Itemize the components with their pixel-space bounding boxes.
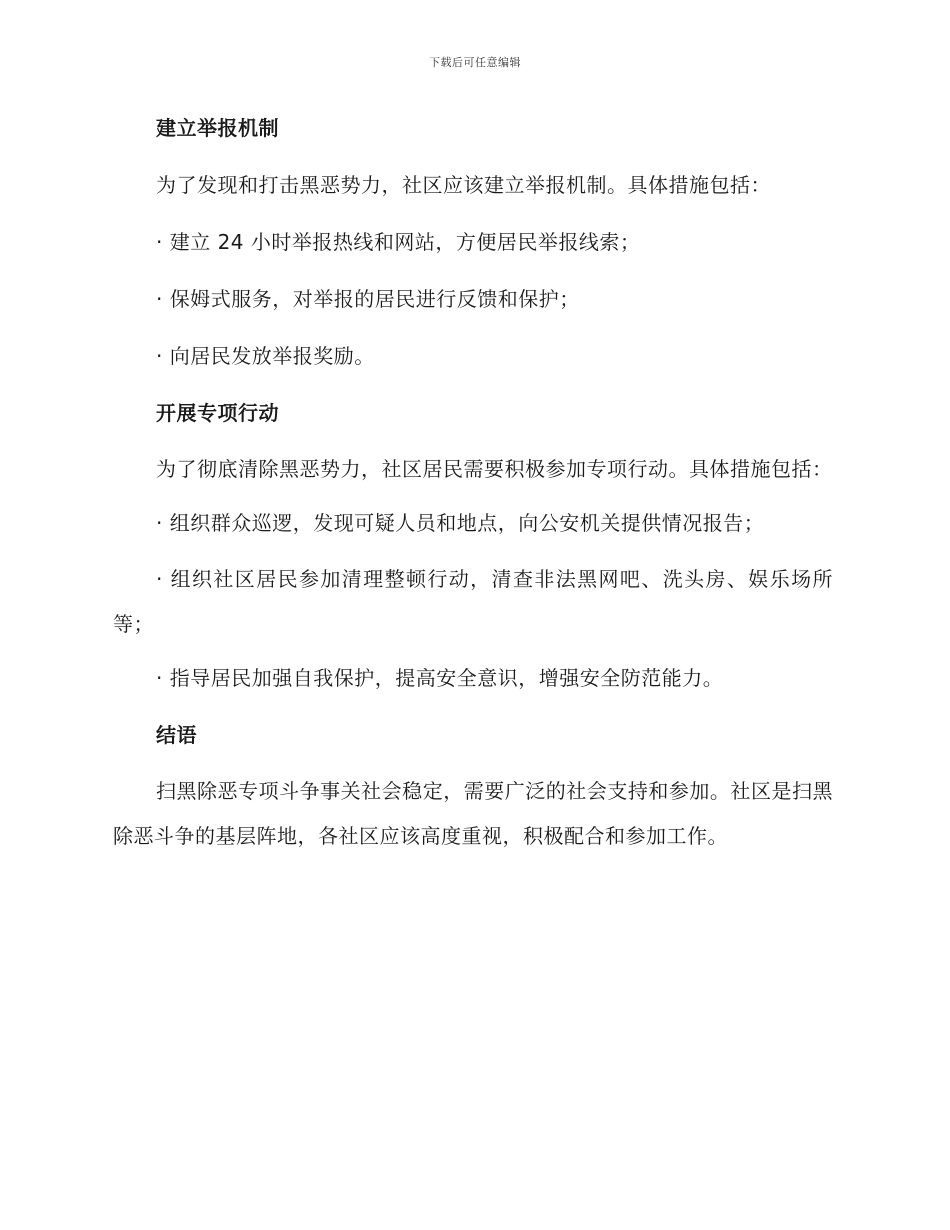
list-item: · 指导居民加强自我保护，提高安全意识，增强安全防范能力。 — [156, 666, 724, 690]
section-heading-conclusion: 结语 — [156, 723, 197, 747]
list-item: · 向居民发放举报奖励。 — [156, 344, 375, 368]
document-body — [113, 110, 833, 872]
list-item: · 保姆式服务，对举报的居民进行反馈和保护； — [156, 287, 580, 311]
section-heading-special-action: 开展专项行动 — [156, 401, 279, 425]
list-item: · 组织群众巡逻，发现可疑人员和地点，向公安机关提供情况报告； — [156, 511, 765, 535]
list-item: · 建立 24 小时举报热线和网站，方便居民举报线索； — [156, 230, 641, 254]
conclusion-paragraph: 扫黑除恶专项斗争事关社会稳定，需要广泛的社会支持和参加。社区是扫黑除恶斗争的基层阵地，各社区应该高度重视，积极配合和参加工作。 — [113, 779, 833, 848]
page-header-note: 下载后可任意编辑 — [429, 56, 521, 69]
section-heading-report-mechanism: 建立举报机制 — [156, 116, 279, 140]
section-intro-special-action: 为了彻底清除黑恶势力，社区居民需要积极参加专项行动。具体措施包括： — [156, 457, 833, 481]
list-item: · 组织社区居民参加清理整顿行动，清查非法黑网吧、洗头房、娱乐场所等； — [113, 567, 833, 636]
section-intro-report-mechanism: 为了发现和打击黑恶势力，社区应该建立举报机制。具体措施包括： — [156, 173, 771, 197]
